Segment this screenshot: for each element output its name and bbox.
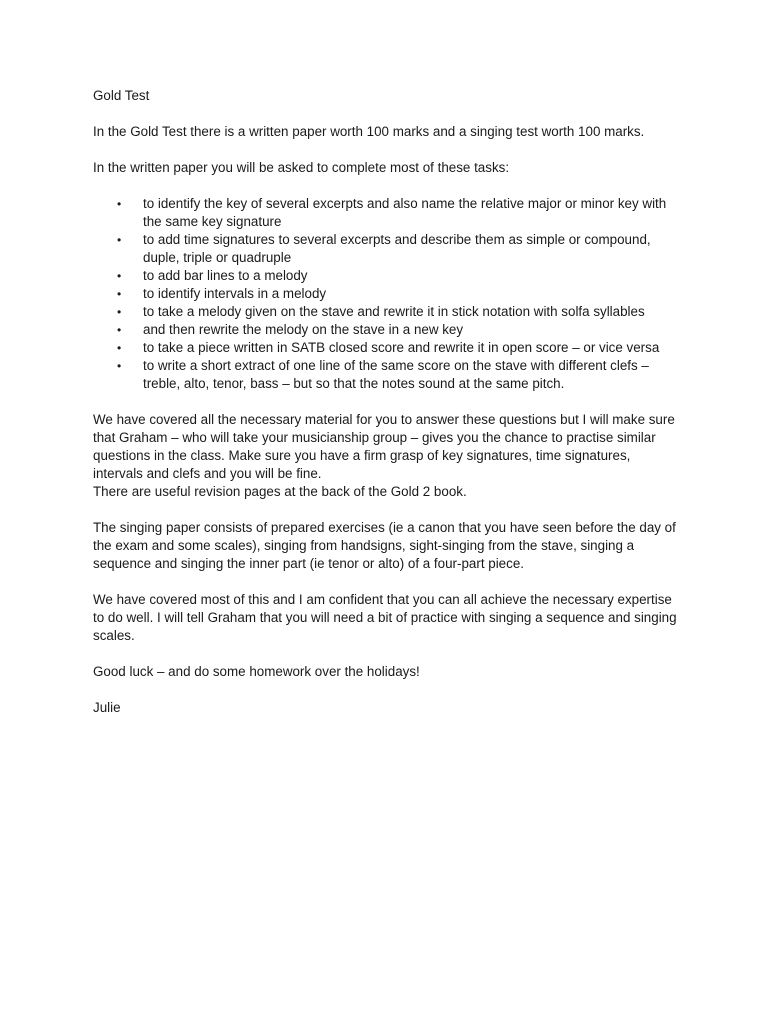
signature: Julie	[93, 700, 121, 715]
list-item	[93, 285, 683, 303]
list-item	[93, 195, 683, 231]
task-text: to write a short extract of one line of the same score on the stave with different clefs – treble, alto, tenor, bass – but so that the notes sound at the same pitch.	[143, 358, 649, 391]
confidence-paragraph: We have covered most of this and I am confident that you can all achieve the necessary expertise to do well. I will tell Graham that you will need a bit of practice with singing a sequence and singing scales.	[93, 592, 677, 643]
task-text: to add bar lines to a melody	[143, 268, 308, 283]
document-title: Gold Test	[93, 88, 150, 103]
covered-paragraph: We have covered all the necessary material for you to answer these questions but I will make sure that Graham – who will take your musicianship group – gives you the chance to practise similar questions in the class. Make sure you have a firm grasp of key signatures, time signatures, intervals and clefs and you will be fine.	[93, 412, 675, 481]
list-item	[93, 339, 683, 357]
task-text: to add time signatures to several excerpts and describe them as simple or compound, duple, triple or quadruple	[143, 232, 651, 265]
bullet-icon: •	[117, 269, 122, 283]
task-text: to take a piece written in SATB closed score and rewrite it in open score – or vice versa	[143, 340, 660, 355]
bullet-icon: •	[117, 233, 122, 247]
task-text: and then rewrite the melody on the stave in a new key	[143, 322, 464, 337]
closing-line: Good luck – and do some homework over the holidays!	[93, 664, 420, 679]
bullet-icon: •	[117, 305, 122, 319]
bullet-icon: •	[117, 341, 122, 355]
list-item	[93, 321, 683, 339]
list-item	[93, 357, 683, 393]
document-page	[93, 87, 683, 735]
written-paper-intro: In the written paper you will be asked to complete most of these tasks:	[93, 160, 510, 175]
bullet-icon: •	[117, 287, 122, 301]
bullet-icon: •	[117, 197, 122, 211]
task-text: to identify the key of several excerpts and also name the relative major or minor key with the same key signature	[143, 196, 667, 229]
task-list	[93, 195, 683, 393]
list-item	[93, 303, 683, 321]
list-item	[93, 267, 683, 285]
revision-line: There are useful revision pages at the back of the Gold 2 book.	[93, 484, 467, 499]
task-text: to identify intervals in a melody	[143, 286, 327, 301]
list-item	[93, 231, 683, 267]
task-text: to take a melody given on the stave and rewrite it in stick notation with solfa syllables	[143, 304, 645, 319]
bullet-icon: •	[117, 359, 122, 373]
bullet-icon: •	[117, 323, 122, 337]
singing-paragraph: The singing paper consists of prepared exercises (ie a canon that you have seen before the day of the exam and some scales), singing from handsigns, sight-singing from the stave, singing a sequence and singing the inner part (ie tenor or alto) of a four-part piece.	[93, 520, 676, 571]
intro-paragraph: In the Gold Test there is a written paper worth 100 marks and a singing test worth 100 marks.	[93, 124, 645, 139]
